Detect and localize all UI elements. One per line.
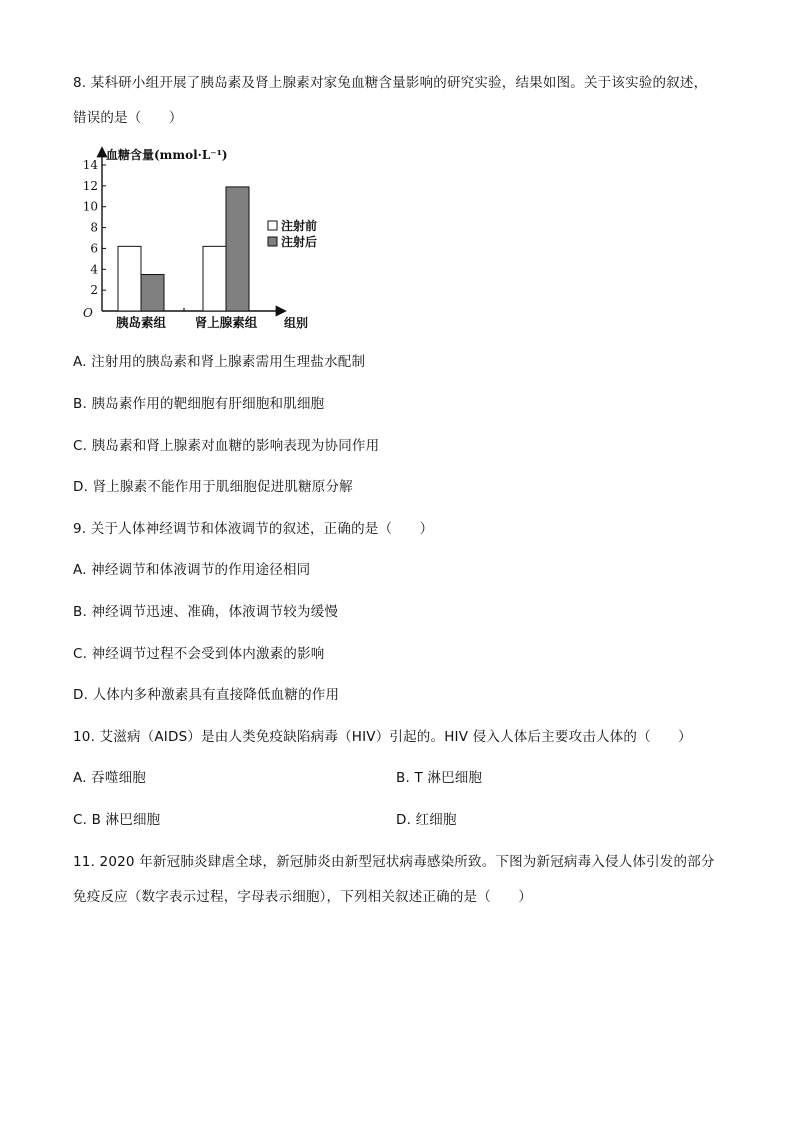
question-8-stem-line-1: 8. 某科研小组开展了胰岛素及肾上腺素对家兔血糖含量影响的研究实验，结果如图。关于该实验的叙述， xyxy=(73,75,708,91)
legend-label-before: 注射前 xyxy=(281,219,318,233)
y-axis-label: 血糖含量(mmol·L⁻¹) xyxy=(106,148,228,162)
category-label: 胰岛素组 xyxy=(115,315,167,330)
question-8-option-a: A. 注射用的胰岛素和肾上腺素需用生理盐水配制 xyxy=(73,354,366,370)
legend-swatch-after xyxy=(268,237,277,246)
legend-swatch-before xyxy=(268,221,277,230)
question-10-option-a: A. 吞噬细胞 xyxy=(73,770,146,786)
question-9-option-b: B. 神经调节迅速、准确，体液调节较为缓慢 xyxy=(73,604,339,620)
question-8-option-d: D. 肾上腺素不能作用于肌细胞促进肌糖原分解 xyxy=(73,479,353,495)
question-8-option-b: B. 胰岛素作用的靶细胞有肝细胞和肌细胞 xyxy=(73,396,325,412)
category-label: 肾上腺素组 xyxy=(194,315,258,330)
question-10-option-b: B. T 淋巴细胞 xyxy=(396,770,483,786)
question-8-option-c: C. 胰岛素和肾上腺素对血糖的影响表现为协同作用 xyxy=(73,438,380,454)
question-10-option-d: D. 红细胞 xyxy=(396,812,457,828)
y-tick-label: 10 xyxy=(82,199,98,214)
question-8-stem-line-2: 错误的是（ ） xyxy=(73,110,183,126)
blood-glucose-bar-chart xyxy=(76,143,336,338)
chart-svg xyxy=(76,143,336,338)
x-axis-label: 组别 xyxy=(284,316,309,330)
bar-adrenaline-after xyxy=(226,187,249,311)
question-9-option-d: D. 人体内多种激素具有直接降低血糖的作用 xyxy=(73,687,340,703)
y-tick-label: 14 xyxy=(82,158,98,172)
question-11-stem-line-2: 免疫反应（数字表示过程，字母表示细胞），下列相关叙述正确的是（ ） xyxy=(73,889,533,905)
y-tick-label: 12 xyxy=(82,178,98,193)
y-tick-label: 4 xyxy=(90,262,98,277)
y-tick-label: 6 xyxy=(90,241,98,256)
question-9-option-c: C. 神经调节过程不会受到体内激素的影响 xyxy=(73,646,325,662)
question-10-stem: 10. 艾滋病（AIDS）是由人类免疫缺陷病毒（HIV）引起的。HIV 侵入人体后主要攻击人体的（ ） xyxy=(73,729,692,745)
question-9-option-a: A. 神经调节和体液调节的作用途径相同 xyxy=(73,562,311,578)
bar-insulin-before xyxy=(118,246,141,311)
question-10-option-c: C. B 淋巴细胞 xyxy=(73,812,161,828)
question-9-stem: 9. 关于人体神经调节和体液调节的叙述，正确的是（ ） xyxy=(73,521,434,537)
bar-adrenaline-before xyxy=(203,246,226,311)
y-tick-label: 8 xyxy=(90,220,98,235)
y-tick-label: 2 xyxy=(90,283,98,298)
origin-label: O xyxy=(83,306,93,320)
legend-label-after: 注射后 xyxy=(281,235,318,249)
question-11-stem-line-1: 11. 2020 年新冠肺炎肆虐全球，新冠肺炎由新型冠状病毒感染所致。下图为新冠病毒入侵人体引发的部分 xyxy=(73,854,715,870)
bar-insulin-after xyxy=(141,275,164,312)
